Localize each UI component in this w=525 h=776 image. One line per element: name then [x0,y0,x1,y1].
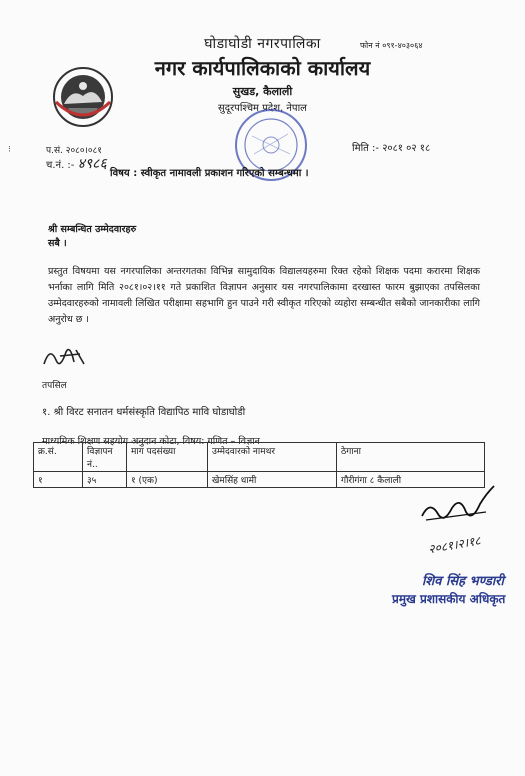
reference-number: प.सं. २०८०।०८१ [46,146,102,156]
cell-address: गौरीगंगा ८ कैलाली [337,472,485,488]
office-location: सुखड, कैलाली [232,85,293,98]
office-province: सुदूरपश्चिम प्रदेश, नेपाल [218,103,307,114]
quota-subject-line: माध्यमिक शिक्षण सहयोग अनुदान कोटा, विषय: गणित – विज्ञान [42,436,260,447]
phone-number: फोन नं ०९१-४०३०६४ [360,41,423,50]
col-header-address: ठेगाना [337,443,485,472]
cell-ad-no: ३५ [83,472,127,488]
letter-date: मिति :- २०८१ ०२ १८ [352,143,431,154]
chalan-number [46,154,107,173]
letter-subject: विषय : स्वीकृत नामावली प्रकाशन गरिएको सम्बन्धमा । [110,168,309,179]
chalan-value: ४९८६ [77,156,107,172]
cell-posts: १ (एक) [127,472,208,488]
letter-body: प्रस्तुत विषयमा यस नगरपालिका अन्तरगतका विभिन्न सामुदायिक विद्यालयहरुमा रिक्त रहेको शिक्षक पदमा करारमा शिक्षक भर्नाका लागि मिति २०८१।०२।११ गते प्रकाशित विज्ञापन अनुसार यस नगरपालिकामा दरखास्त फारम बुझाएका तपसिलका उम्मेदवारहरुको नामावली लिखित परीक्षामा सहभागि हुन पाउने गरी स्वीकृत गरिएको व्यहोरा सम्बन्धीत सबैको जानकारीका लागि अनुरोध छ । [48,266,480,325]
table-header-row [34,443,485,472]
col-header-posts: माग पदसंख्या [127,443,208,472]
salutation: सबै । [48,238,67,249]
signatory-name: शिव सिंह भण्डारी [422,574,504,589]
col-header-ad-no: विज्ञापन नं.. [83,443,127,472]
handwritten-date: २०८१।२।१८ [427,533,482,557]
cell-sn: १ [34,472,83,488]
cell-name: खेमसिंह धामी [208,472,337,488]
chalan-label: च.नं. :- [46,160,75,171]
signatory-designation: प्रमुख प्रशासकीय अधिकृत [392,592,506,606]
office-title: नगर कार्यपालिकाको कार्यालय [154,56,371,80]
col-header-sn: क्र.सं. [34,443,83,472]
recipient: श्री सम्बन्धित उम्मेदवारहरु [48,224,137,235]
enclosure-label: तपसिल [42,381,67,391]
school-name: १. श्री विरट सनातन धर्मसंस्कृति विद्यापिठ मावि घोडाघोडी [42,407,246,418]
municipality-name: घोडाघोडी नगरपालिका [204,36,321,52]
margin-mark: ⁝ [8,145,11,155]
initial-signature [40,342,100,372]
col-header-name: उम्मेदवारको नामथर [208,443,337,472]
